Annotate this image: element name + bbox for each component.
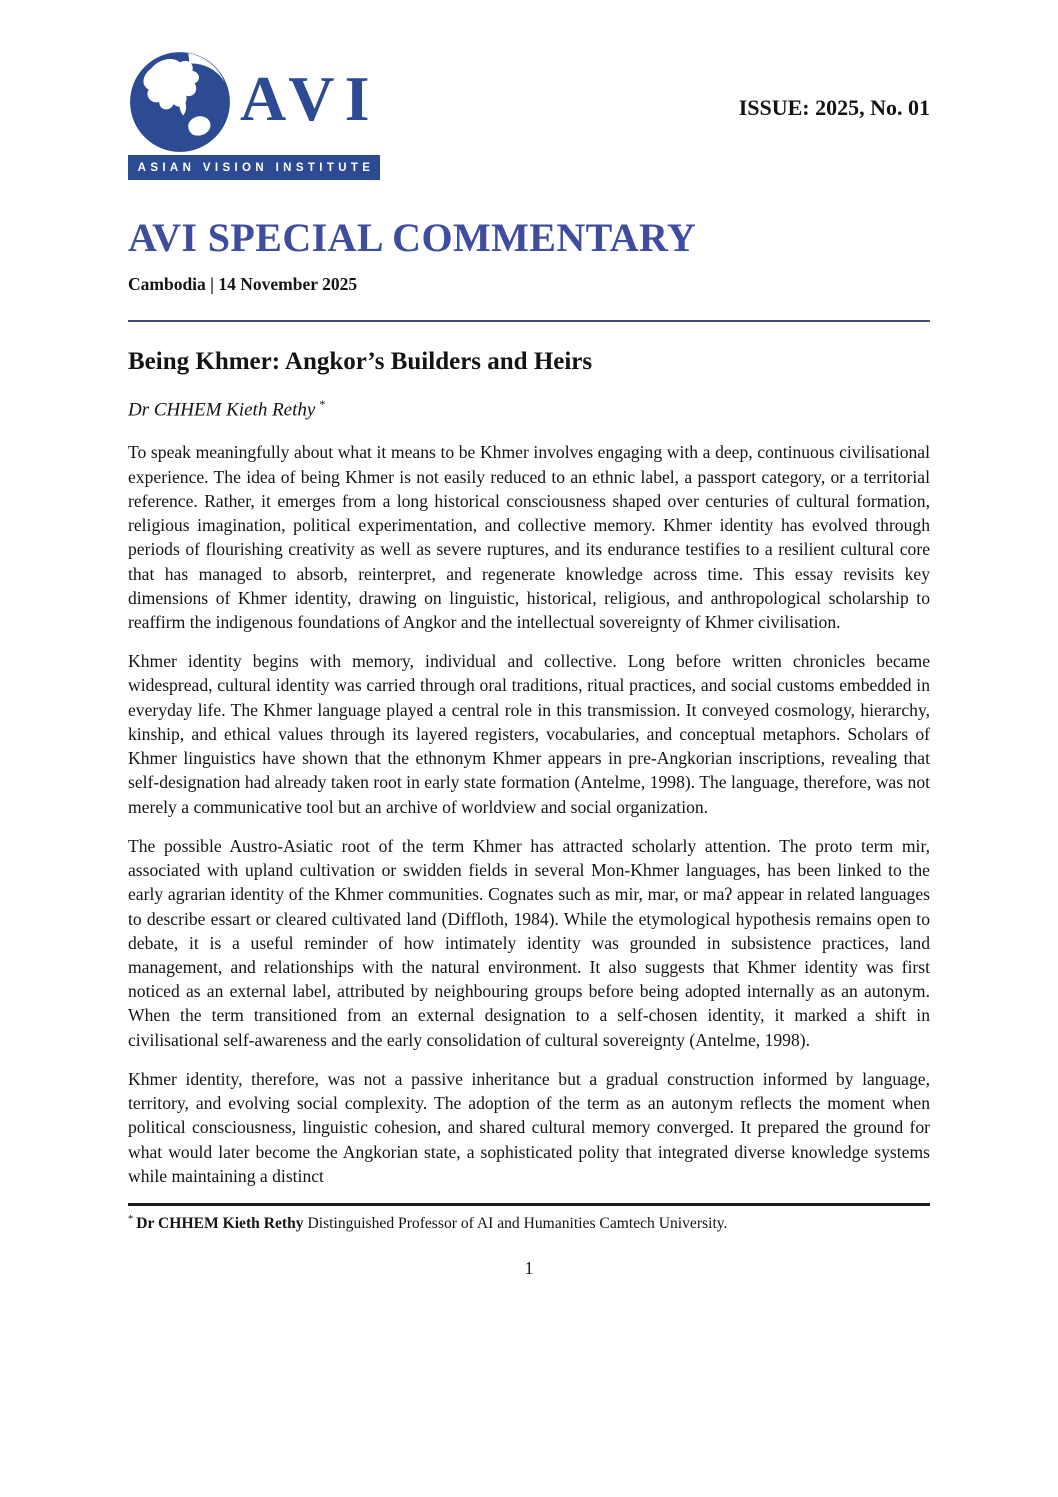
footnote <box>128 1213 930 1234</box>
globe-icon <box>128 50 232 154</box>
logo-banner: ASIAN VISION INSTITUTE <box>128 155 380 180</box>
article-title: Being Khmer: Angkor’s Builders and Heirs <box>128 348 593 375</box>
footnote-mark-ref: * <box>319 397 326 411</box>
author-name: Dr CHHEM Kieth Rethy <box>128 399 316 421</box>
footnote-mark: * <box>128 1214 134 1226</box>
footnote-author: Dr CHHEM Kieth Rethy <box>136 1215 304 1233</box>
footnote-divider <box>128 1203 930 1206</box>
commentary-title: AVI SPECIAL COMMENTARY <box>128 215 697 260</box>
author-byline <box>128 397 930 421</box>
dateline: Cambodia | 14 November 2025 <box>128 274 358 294</box>
footnote-text: Distinguished Professor of AI and Humanities Camtech University. <box>307 1215 728 1233</box>
paragraph: Khmer identity begins with memory, individual and collective. Long before written chronicles became widespread, cultural identity was carried through oral traditions, ritual practices, and social customs embedded in everyday life. The Khmer language played a central role in this transmission. It conveyed cosmology, hierarchy, kinship, and ethical values through its layered registers, vocabularies, and conceptual metaphors. Scholars of Khmer linguistics have shown that the ethnonym Khmer appears in pre-Angkorian inscriptions, revealing that self-designation had already taken root in early state formation (Antelme, 1998). The language, therefore, was not merely a communicative tool but an archive of worldview and social organization. <box>128 651 930 817</box>
article-body <box>128 440 930 1188</box>
paragraph: Khmer identity, therefore, was not a passive inheritance but a gradual construction informed by language, territory, and evolving social complexity. The adoption of the term as an autonym reflects the moment when political consciousness, linguistic cohesion, and shared cultural memory converged. It prepared the ground for what would later become the Angkorian state, a sophisticated polity that integrated diverse knowledge systems while maintaining a distinct <box>128 1068 930 1186</box>
avi-logo <box>128 50 380 180</box>
page-number: 1 <box>524 1258 534 1279</box>
paragraph: The possible Austro-Asiatic root of the term Khmer has attracted scholarly attention. The proto term mir, associated with upland cultivation or swidden fields in several Mon-Khmer languages, has been linked to the early agrarian identity of the Khmer communities. Cognates such as mir, mar, or maʔ appear in related languages to describe essart or cleared cultivated land (Diffloth, 1984). While the etymological hypothesis remains open to debate, it is a useful reminder of how intimately identity was grounded in subsistence practices, land management, and relationships with the natural environment. It also suggests that Khmer identity was first noticed as an external label, attributed by neighbouring groups before being adopted internally as an autonym. When the term transitioned from an external designation to a self-chosen identity, it marked a shift in civilisational self-awareness and the early consolidation of cultural sovereignty (Antelme, 1998). <box>128 835 930 1050</box>
logo-acronym: AVI <box>240 63 380 134</box>
paragraph: To speak meaningfully about what it means to be Khmer involves engaging with a deep, continuous civilisational experience. The idea of being Khmer is not easily reduced to an ethnic label, a passport category, or a territorial reference. Rather, it emerges from a long historical consciousness shaped over centuries of cultural formation, religious imagination, political experimentation, and collective memory. Khmer identity has evolved through periods of flourishing creativity as well as severe ruptures, and its endurance testifies to a resilient cultural core that has managed to absorb, reinterpret, and regenerate knowledge across time. This essay revisits key dimensions of Khmer identity, drawing on linguistic, historical, religious, and anthropological scholarship to reaffirm the indigenous foundations of Angkor and the intellectual sovereignty of Khmer civilisation. <box>128 442 930 632</box>
header-divider <box>128 320 930 322</box>
avi-logo-top <box>128 50 380 154</box>
page-header <box>128 50 930 180</box>
issue-label: ISSUE: 2025, No. 01 <box>738 95 930 120</box>
